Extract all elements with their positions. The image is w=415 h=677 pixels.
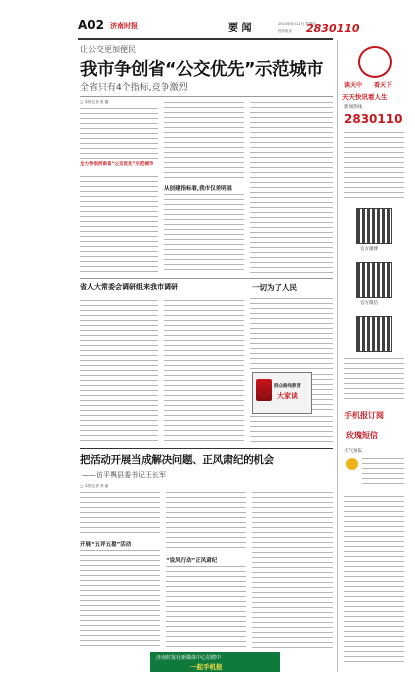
story3b-text: [312, 374, 333, 412]
footer-ad-text: 济南时报社新媒体中心招聘中: [156, 655, 222, 661]
footer-ad-text-2: 一起手机报: [190, 663, 223, 671]
lead-col3-text: [250, 102, 333, 274]
lead-col2-text: [164, 102, 244, 182]
feature-col2-text: [166, 492, 246, 552]
weixin-qr-icon: [356, 262, 392, 298]
lead-rule: [80, 96, 333, 97]
paper-name: 济南时报: [110, 22, 138, 30]
feature-col3-text: [252, 492, 333, 650]
box-line-1: 群众路线教育: [274, 384, 301, 389]
feature-title: 把活动开展当成解决问题、正风肃纪的机会: [80, 454, 274, 466]
lead-byline: □ 本报记者 张 璐: [80, 100, 109, 104]
app-qr-icon: [356, 316, 392, 352]
sidebar-ad-title: 天天快讯看人生: [342, 93, 388, 101]
sidebar-hotline: 2830110: [344, 112, 403, 126]
story2-col1-text: [80, 300, 158, 445]
hotline-label: 热线电话: [278, 29, 292, 33]
lead-col1b-text: [80, 176, 158, 274]
page-number: A02: [78, 18, 104, 32]
weather-text: [362, 458, 404, 488]
footer-ad: [150, 652, 280, 672]
weather-sun-icon: [346, 458, 358, 470]
weibo-label: 官方微博: [360, 247, 378, 252]
lead-col1-text: [80, 108, 158, 160]
weixin-label: 官方微信: [360, 301, 378, 306]
sidebar-mid-text: [344, 358, 404, 402]
sidebar-logo-icon: [358, 46, 392, 78]
lead-kicker: 让公交更加便民: [80, 45, 136, 54]
masthead: [78, 16, 408, 38]
feature-subhead-2: “说风行动”正风肃纪: [166, 558, 218, 564]
lead-subhead-1: 全力争创河南省“公交优先”示范城市: [80, 162, 154, 167]
lead-subhead-2: 从创建指标看,我市仅差明显: [164, 186, 233, 192]
lead-subhead-3: 省人大常委会调研组来我市调研: [80, 283, 178, 291]
masthead-rule: [78, 38, 333, 40]
issue-date: 2014年6月12日 星期四: [278, 22, 316, 26]
story3-text: [250, 298, 333, 370]
lead-subtitle: 全省只有4个指标,竞争激烈: [80, 83, 188, 93]
box-line-2: 大家谈: [277, 392, 298, 400]
discussion-box: [252, 372, 312, 414]
lead-subhead-4: 一切为了人民: [252, 283, 297, 292]
weibo-qr-icon: [356, 208, 392, 244]
feature-subhead-1: 开展“五评五提”活动: [80, 542, 132, 548]
feature-col1-text: [80, 492, 160, 536]
section-rule-2: [80, 448, 333, 449]
feature-subtitle: ——访平舆县委书记王长军: [82, 471, 166, 479]
feature-col2b-text: [166, 566, 246, 650]
feature-byline: □ 本报记者 李 丽: [80, 484, 109, 488]
sidebar-slogan-2: 看天下: [374, 82, 393, 89]
promo-1: 手机报订阅: [344, 411, 384, 420]
lead-col2b-text: [164, 194, 244, 274]
story2-col2-text: [164, 300, 244, 445]
box-icon: [256, 379, 272, 401]
feature-col1b-text: [80, 550, 160, 650]
section-title: 要 闻: [228, 23, 252, 34]
sidebar-hotline-label: 新闻热线: [344, 105, 362, 110]
hotline-number: 2830110: [306, 22, 360, 35]
sidebar-info-text: [344, 132, 404, 202]
story3c-text: [250, 416, 333, 446]
sidebar: [337, 40, 410, 672]
promo-2: 玫瑰短信: [346, 431, 378, 440]
lead-title: 我市争创省“公交优先”示范城市: [80, 60, 324, 80]
sidebar-lower-text: [344, 496, 404, 666]
section-rule-1: [80, 278, 333, 279]
weather-label: 天气预报: [344, 449, 362, 454]
sidebar-slogan-1: 读天中: [344, 82, 363, 89]
